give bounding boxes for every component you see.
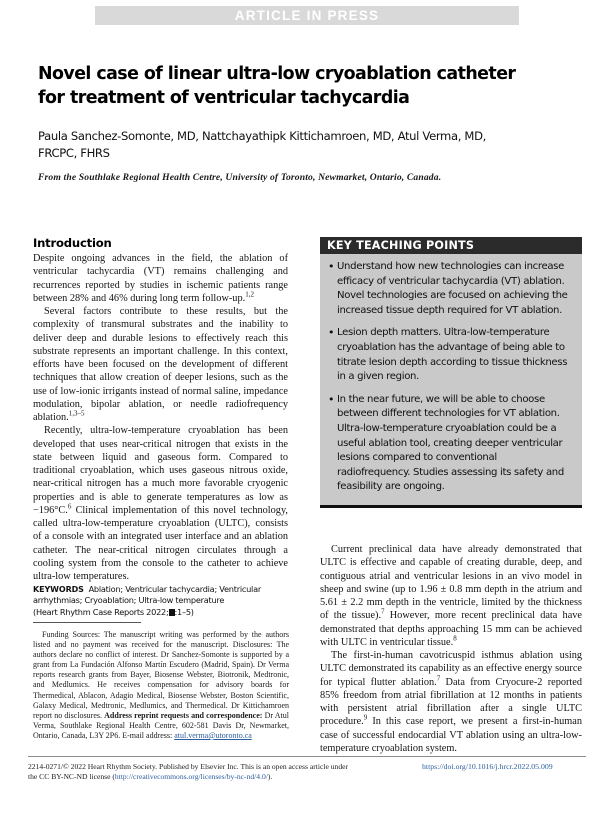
copyright-line-2-pre: under the CC BY-NC-ND license ( bbox=[28, 762, 349, 781]
reference-marker: 7 bbox=[381, 607, 385, 616]
address-text: Dr Atul Verma, Southlake Regional Health Centre, 602-581 Davis Dr, Newmarket, Ontario, Canada, L3Y 2P6. E-mail address: bbox=[33, 710, 290, 740]
key-teaching-point-2: Lesion depth matters. Ultra-low-temperature cryoablation has the advantage of being able to titrate lesion depth according to tissue thickness in a given region. bbox=[337, 327, 568, 383]
bullet-icon: • bbox=[328, 260, 335, 273]
title-block bbox=[38, 62, 518, 110]
right-paragraph-2-text: The first-in-human cavotricuspid isthmus ablation using ULTC demonstrated its capability as an effective energy source for typical flutter ablation. bbox=[320, 650, 582, 688]
key-teaching-points-header bbox=[320, 237, 582, 254]
reference-marker: 7 bbox=[436, 674, 441, 683]
intro-paragraph-2 bbox=[33, 305, 288, 424]
reference-marker: 9 bbox=[363, 713, 368, 722]
reference-marker: 1,3–5 bbox=[68, 409, 85, 418]
address-label: Address reprint requests and correspondence: bbox=[104, 710, 263, 720]
keywords-terms: Ablation; Ventricular tachycardia; Ventricular arrhythmias; Cryoablation; Ultra-low temperature bbox=[33, 584, 261, 606]
key-teaching-points-box bbox=[320, 237, 582, 508]
keywords-label: KEYWORDS bbox=[33, 585, 84, 594]
right-paragraph-2 bbox=[320, 649, 582, 755]
bullet-icon: • bbox=[328, 326, 335, 340]
corresponding-email-link[interactable]: atul.verma@utoronto.ca bbox=[174, 730, 252, 740]
funding-disclosures-text bbox=[33, 630, 289, 741]
license-link[interactable]: http://creativecommons.org/licenses/by-nc-nd/4.0/ bbox=[114, 772, 268, 781]
journal-citation bbox=[33, 607, 288, 617]
article-in-press-label: ARTICLE IN PRESS bbox=[234, 8, 380, 23]
key-teaching-points-body bbox=[320, 254, 582, 505]
reference-marker: 8 bbox=[453, 634, 457, 643]
intro-paragraph-3 bbox=[33, 424, 288, 583]
intro-paragraph-3-text: Recently, ultra-low-temperature cryoablation has been developed that uses near-critical nitrogen that exists in the state between liquid and gaseous form. Compared to traditional cryoablation, which uses gaseous nitrous oxide, near-critical nitrogen has a much more favorable cryogenic properties and is able to generate temperatures as low as −196°C. bbox=[33, 425, 288, 516]
intro-paragraph-3-cont: Clinical implementation of this novel technology, called ultra-low-temperature cryoablation (ULTC), consists of a console with an integrated user interface and an ablation catheter. The near-critical nitrogen circulates through a cooling system from the console to the catheter to achieve ultra-low temperatures. bbox=[33, 504, 288, 582]
author-list: Paula Sanchez-Somonte, MD, Nattchayathipk Kittichamroen, MD, Atul Verma, MD, FRCPC, FHRS bbox=[38, 129, 486, 160]
reference-marker: 1,2 bbox=[245, 290, 254, 299]
affiliation-line: From the Southlake Regional Health Centre, University of Toronto, Newmarket, Ontario, Canada. bbox=[38, 172, 442, 183]
journal-citation-prefix: (Heart Rhythm Case Reports 2022; bbox=[33, 607, 169, 618]
article-in-press-banner bbox=[95, 6, 519, 25]
key-teaching-points-title: KEY TEACHING POINTS bbox=[327, 239, 475, 252]
right-paragraph-1-cont: However, more recent preclinical data have demonstrated that depths approaching 15 mm can be achieved with ULTC in ventricular tissue. bbox=[320, 610, 582, 648]
journal-citation-suffix: :1–5) bbox=[174, 607, 194, 618]
key-teaching-point-1: Understand how new technologies can increase efficacy of ventricular tachycardia (VT) ablation. Novel technologies are focused on achieving the increased tissue depth required for VT ablation. bbox=[337, 261, 568, 316]
keywords-block bbox=[33, 584, 288, 617]
left-column bbox=[33, 236, 288, 583]
right-column bbox=[320, 543, 582, 755]
right-paragraph-2-cont: Data from Cryocure-2 reported 85% freedom from atrial fibrillation at 12 months in patients with persistent atrial fibrillation after a single ULTC procedure. bbox=[320, 676, 582, 728]
doi-link[interactable]: https://doi.org/10.1016/j.hrcr.2022.05.009 bbox=[422, 762, 553, 771]
right-paragraph-1-text: Current preclinical data have already demonstrated that ULTC is effective and capable of creating durable, deep, and contiguous atrial and ventricular lesions in an vivo model in sheep and swine (up to 1.96 ± 0.8 mm depth in the atrium and 5.61 ± 2.2 mm depth in the ventricle, limited by the thickness of the tissue). bbox=[320, 544, 582, 622]
intro-paragraph-1-text: Despite ongoing advances in the field, the ablation of ventricular tachycardia (VT) remains challenging and recurrences reported by studies in ischemic patients range between 28% and 46% during long term follow-up. bbox=[33, 253, 288, 304]
footnote-block bbox=[33, 630, 289, 741]
list-item bbox=[328, 326, 572, 384]
reference-marker: 6 bbox=[67, 502, 72, 511]
right-paragraph-2-cont2: In this case report, we present a first-in-human case of successful endocardial VT ablation using an ultra-low-temperature cryoablation system. bbox=[320, 716, 582, 754]
keywords-line bbox=[33, 584, 288, 606]
footer-divider bbox=[28, 756, 586, 757]
intro-paragraph-2-text: Several factors contribute to these results, but the complexity of transmural substrates and the inability to deliver deep and durable lesions to effectively reach this substrate represents an important challenge. In this context, efforts have been focused on the development of different techniques that allow creation of deeper lesions, such as the use of low-ionic irrigants instead of normal saline, impedance modulation, bipolar ablation, or needle radiofrequency ablation. bbox=[33, 306, 288, 423]
funding-text: Funding Sources: The manuscript writing was performed by the authors listed and no payment was received for the manuscript. Disclosures: The authors declare no conflict of interest. Dr Sanchez-Somonte is supported by a grant from La Fundación Alfonso Martín Escudero (Madrid, Spain). Dr Verma reports research grants from Bayer, Biosense Webster, Biotronik, Medtronic, and Medlumics. He receives compensation for advisory boards for Thermedical, Ablacon, Adagio Medical, Biosense Webster, Boston Scientific, Galaxy Medical, Medtronic, Medlumics, and Thermedical. Dr Kittichamroen report no disclosures. bbox=[33, 630, 289, 720]
page-title: Novel case of linear ultra-low cryoablation catheter for treatment of ventricular tachycardia bbox=[38, 64, 516, 108]
footnote-divider bbox=[33, 622, 141, 623]
list-item bbox=[328, 393, 572, 495]
section-heading-introduction: Introduction bbox=[33, 236, 112, 250]
copyright-block bbox=[28, 762, 358, 782]
copyright-line-1: 2214-0271/© 2022 Heart Rhythm Society. Published by Elsevier Inc. This is an open access article bbox=[28, 762, 329, 771]
intro-paragraph-1 bbox=[33, 252, 288, 305]
right-paragraph-1 bbox=[320, 543, 582, 649]
list-item bbox=[328, 260, 572, 318]
copyright-line-2-post: ). bbox=[267, 772, 273, 781]
bullet-icon: • bbox=[328, 392, 335, 406]
key-teaching-point-3: In the near future, we will be able to choose between different technologies for VT ablation. Ultra-low-temperature cryoablation could be a useful ablation tool, creating deeper ventricular lesions compared to conventional radiofrequency. Studies assessing its safety and feasibility are ongoing. bbox=[337, 393, 564, 493]
